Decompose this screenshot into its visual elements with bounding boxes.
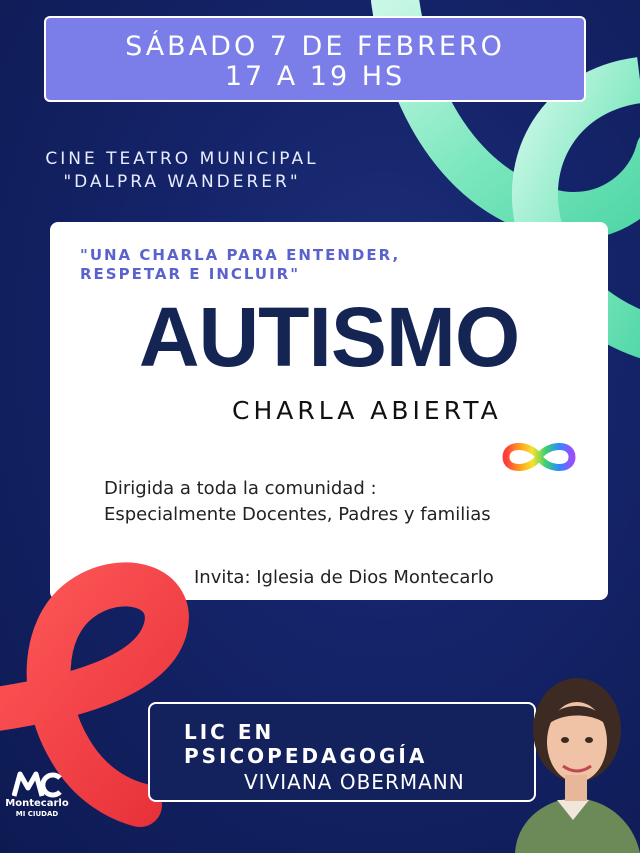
main-card	[50, 222, 608, 600]
rainbow-infinity-icon	[498, 436, 580, 478]
speaker-photo	[505, 670, 640, 853]
speaker-name: VIVIANA OBERMANN	[244, 770, 465, 794]
venue-line1: CINE TEATRO MUNICIPAL	[45, 149, 319, 169]
tagline	[80, 246, 500, 284]
audience-line2: Especialmente Docentes, Padres y familias	[104, 504, 491, 525]
tagline-line1: "UNA CHARLA PARA ENTENDER,	[80, 246, 401, 264]
invite-text: Invita: Iglesia de Dios Montecarlo	[194, 567, 494, 588]
logo-line1: Montecarlo	[5, 798, 69, 809]
subhead: CHARLA ABIERTA	[232, 396, 502, 425]
audience-text	[104, 476, 491, 528]
speaker-title-line2: PSICOPEDAGOGÍA	[184, 744, 428, 768]
mc-logo-icon	[12, 770, 62, 798]
event-date-box	[44, 16, 586, 102]
montecarlo-logo	[4, 770, 70, 819]
venue-line2: "DALPRA WANDERER"	[63, 172, 301, 192]
speaker-box	[148, 702, 536, 802]
event-date: SÁBADO 7 DE FEBRERO	[125, 31, 505, 62]
audience-line1: Dirigida a toda la comunidad :	[104, 478, 377, 499]
speaker-title	[184, 720, 427, 768]
venue	[0, 148, 364, 194]
event-time: 17 A 19 HS	[224, 61, 406, 92]
logo-line2: MI CIUDAD	[15, 810, 59, 818]
tagline-line2: RESPETAR E INCLUIR"	[80, 265, 301, 283]
headline: AUTISMO	[138, 290, 520, 384]
speaker-title-line1: LIC EN	[184, 720, 275, 744]
